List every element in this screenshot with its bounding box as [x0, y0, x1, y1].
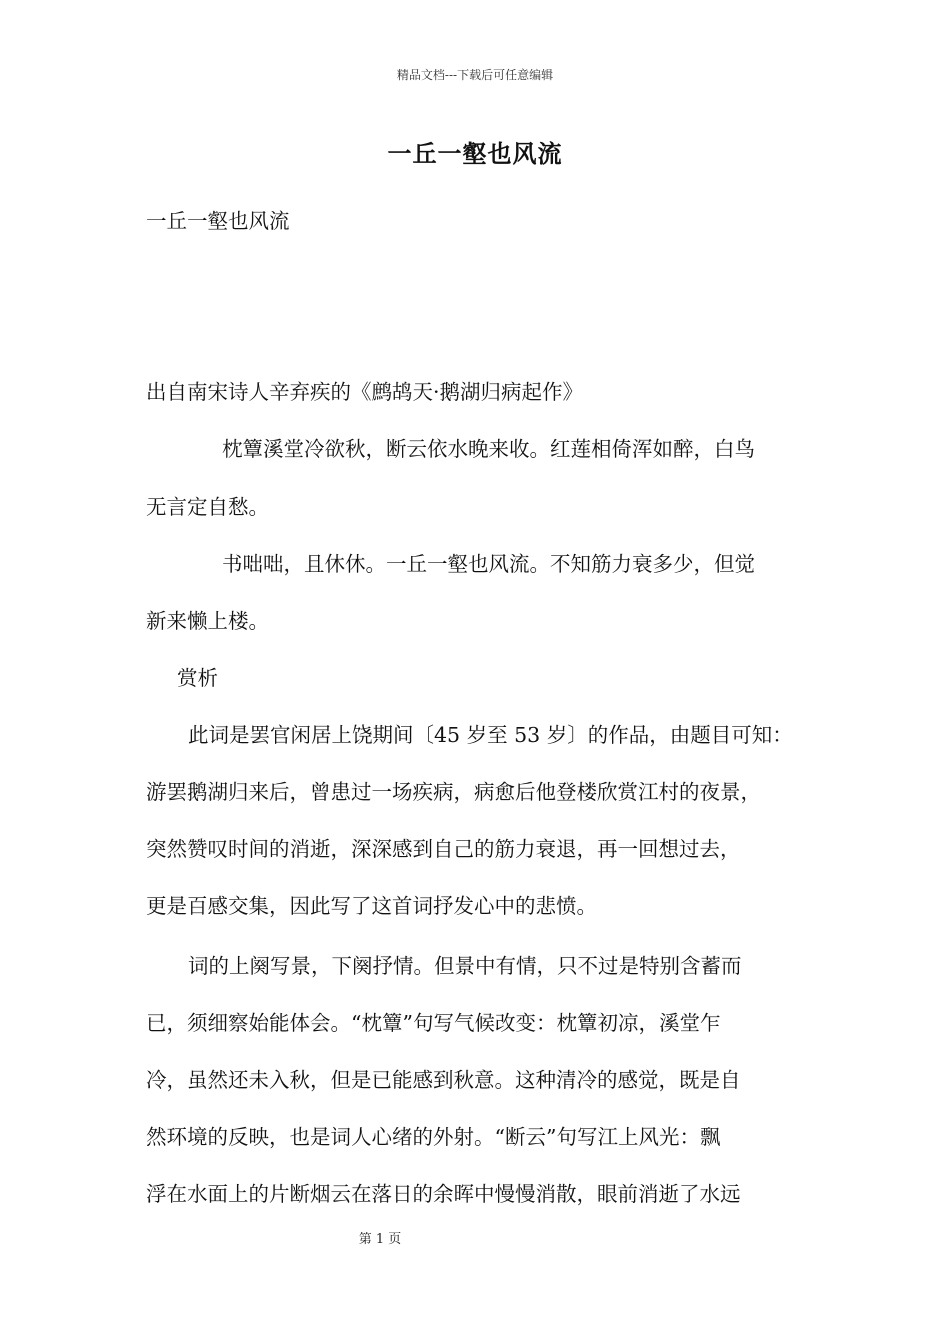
para1-line-1: 此词是罢官闲居上饶期间〔45 岁至 53 岁〕的作品，由题目可知：: [188, 723, 793, 747]
document-title: 一丘一壑也风流: [387, 139, 563, 168]
poem-line-2b: 新来懒上楼。: [146, 609, 269, 633]
page-header: 精品文档---下载后可任意编辑: [396, 68, 554, 82]
para2-line-1: 词的上阕写景，下阕抒情。但景中有情，只不过是特别含蓄而: [188, 954, 742, 978]
section-heading: 赏析: [177, 666, 218, 690]
para2-line-5: 浮在水面上的片断烟云在落日的余晖中慢慢消散，眼前消逝了水远: [146, 1182, 741, 1206]
page-number: 第 1 页: [358, 1232, 402, 1247]
poem-line-1a: 枕簟溪堂冷欲秋，断云依水晚来收。红莲相倚浑如醉，白鸟: [222, 437, 755, 461]
para1-line-2: 游罢鹅湖归来后，曾患过一场疾病，病愈后他登楼欣赏江村的夜景，: [146, 780, 761, 804]
poem-line-1b: 无言定自愁。: [146, 495, 269, 519]
para2-line-4: 然环境的反映，也是词人心绪的外射。“断云”句写江上风光：飘: [146, 1125, 721, 1149]
para1-line-4: 更是百感交集，因此写了这首词抒发心中的悲愤。: [146, 894, 597, 918]
subtitle: 一丘一壑也风流: [146, 209, 290, 233]
poem-line-2a: 书咄咄，且休休。一丘一壑也风流。不知筋力衰多少，但觉: [222, 552, 755, 576]
para1-line-3: 突然赞叹时间的消逝，深深感到自己的筋力衰退，再一回想过去，: [146, 837, 741, 861]
para2-line-3: 冷，虽然还未入秋，但是已能感到秋意。这种清冷的感觉，既是自: [146, 1068, 741, 1092]
source-line: 出自南宋诗人辛弃疾的《鹧鸪天·鹅湖归病起作》: [146, 380, 584, 404]
para2-line-2: 已，须细察始能体会。“枕簟”句写气候改变：枕簟初凉，溪堂乍: [146, 1011, 721, 1035]
